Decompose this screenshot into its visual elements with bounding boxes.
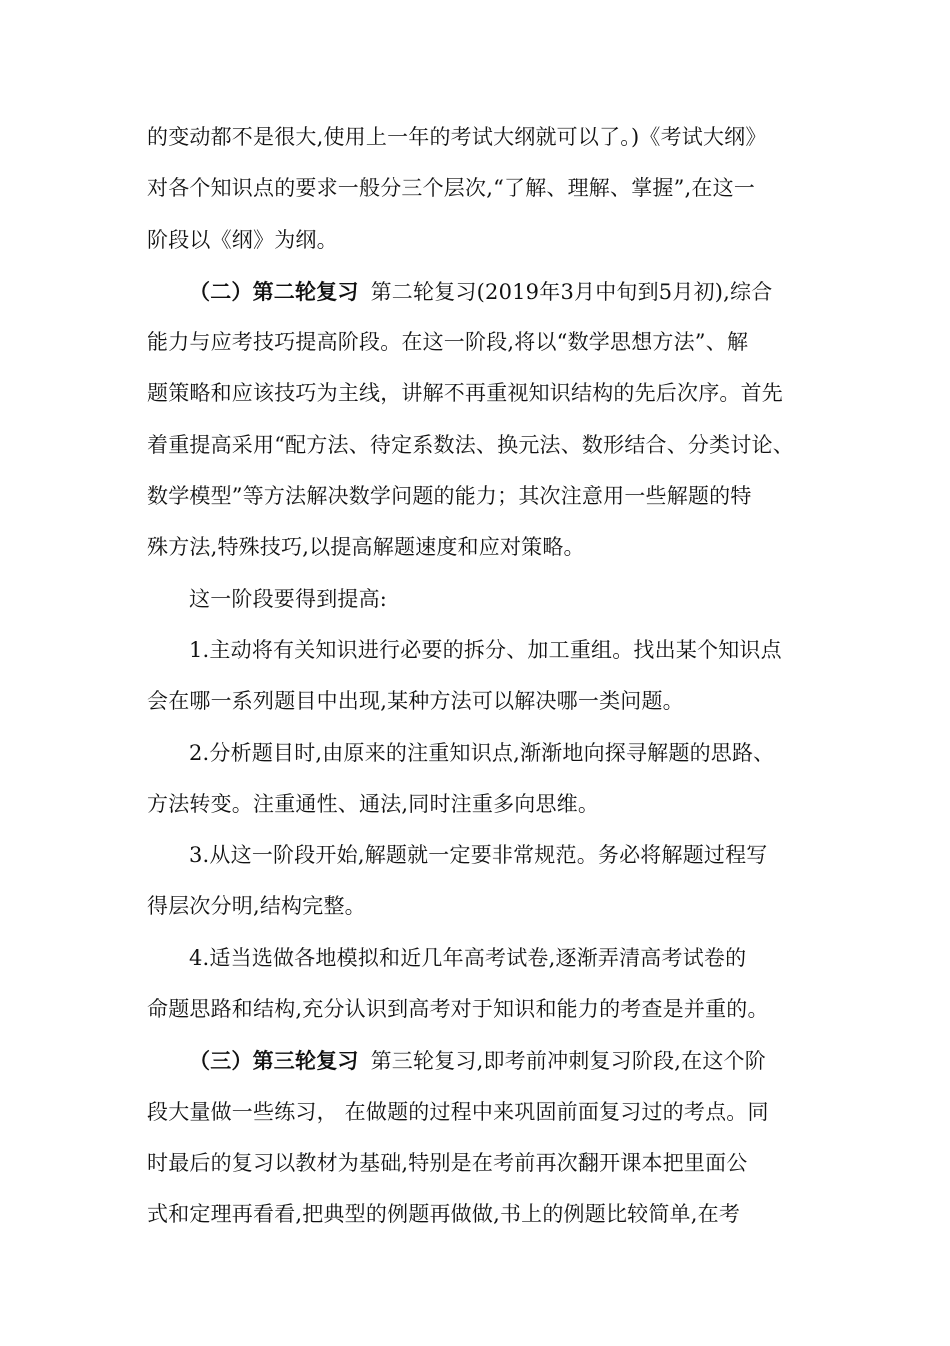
body-line [147, 471, 812, 522]
line-text: 2.分析题目时,由原来的注重知识点,渐渐地向探寻解题的思路、 [189, 740, 775, 765]
list-item-2 [147, 728, 812, 779]
document-body [147, 112, 812, 1241]
line-text: 阶段以《纲》为纲。 [147, 227, 338, 252]
body-line [147, 1138, 812, 1189]
line-text: 1.主动将有关知识进行必要的拆分、加工重组。找出某个知识点 [189, 637, 782, 662]
line-text: 对各个知识点的要求一般分三个层次,“了解、理解、掌握”,在这一 [147, 176, 756, 201]
line-text: 着重提高采用“配方法、待定系数法、换元法、数形结合、分类讨论、 [147, 432, 794, 457]
line-text: 题策略和应该技巧为主线，讲解不再重视知识结构的先后次序。首先 [147, 381, 783, 406]
line-text: 时最后的复习以教材为基础,特别是在考前再次翻开课本把里面公 [147, 1150, 748, 1175]
body-line [147, 522, 812, 573]
list-item-4 [147, 933, 812, 984]
line-text: 方法转变。注重通性、通法,同时注重多向思维。 [147, 791, 600, 816]
body-line [147, 317, 812, 368]
body-line [147, 984, 812, 1035]
line-text: 第二轮复习(2019年3月中旬到5月初),综合 [370, 279, 773, 304]
body-line [147, 368, 812, 419]
line-text: 3.从这一阶段开始,解题就一定要非常规范。务必将解题过程写 [189, 843, 768, 868]
line-text: 得层次分明,结构完整。 [147, 894, 366, 919]
list-item-3 [147, 830, 812, 881]
line-text: 数学模型”等方法解决数学问题的能力；其次注意用一些解题的特 [147, 484, 752, 509]
line-text: 式和定理再看看,把典型的例题再做做,书上的例题比较简单,在考 [147, 1202, 741, 1227]
line-text: 会在哪一系列题目中出现,某种方法可以解决哪一类问题。 [147, 689, 684, 714]
subheading-line [147, 574, 812, 625]
line-text: 命题思路和结构,充分认识到高考对于知识和能力的考查是并重的。 [147, 997, 769, 1022]
line-text: 能力与应考技巧提高阶段。在这一阶段,将以“数学思想方法”、解 [147, 330, 749, 355]
body-line [147, 1087, 812, 1138]
body-line [147, 215, 812, 266]
section-three-line [147, 1035, 812, 1086]
body-line [147, 163, 812, 214]
section-heading-round-three: （三）第三轮复习 [189, 1048, 359, 1074]
section-two-line [147, 266, 812, 317]
line-text: 4.适当选做各地模拟和近几年高考试卷,逐渐弄清高考试卷的 [189, 945, 747, 970]
line-text: 第三轮复习,即考前冲刺复习阶段,在这个阶 [370, 1049, 766, 1074]
body-line [147, 676, 812, 727]
body-line [147, 1189, 812, 1240]
section-heading-round-two: （二）第二轮复习 [189, 278, 359, 304]
line-text: 的变动都不是很大,使用上一年的考试大纲就可以了。)《考试大纲》 [147, 125, 767, 149]
line-text: 这一阶段要得到提高: [189, 586, 388, 611]
line-text: 段大量做一些练习， 在做题的过程中来巩固前面复习过的考点。同 [147, 1099, 769, 1124]
line-text: 殊方法,特殊技巧,以提高解题速度和应对策略。 [147, 535, 585, 560]
body-line [147, 112, 812, 163]
body-line [147, 881, 812, 932]
body-line [147, 779, 812, 830]
list-item-1 [147, 625, 812, 676]
body-line [147, 420, 812, 471]
